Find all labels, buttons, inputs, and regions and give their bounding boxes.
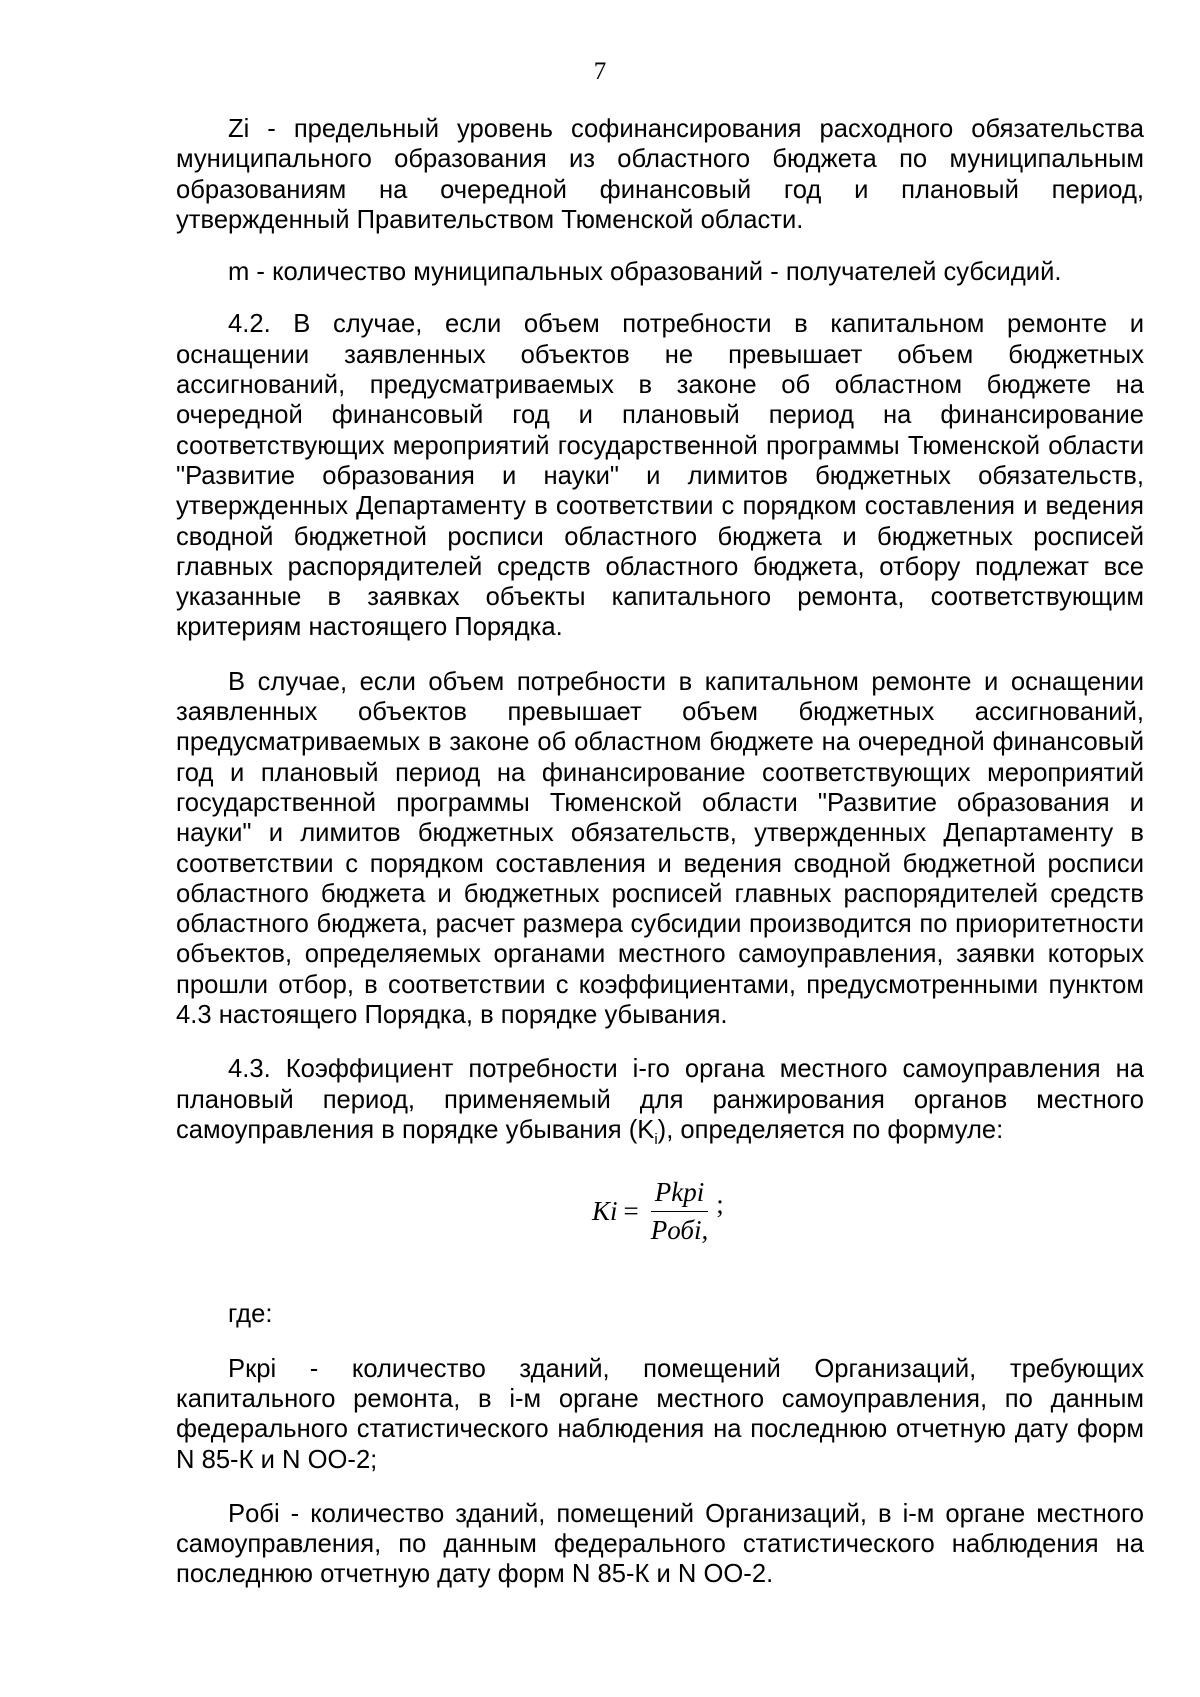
paragraph-where: где: <box>228 1300 273 1329</box>
paragraph-4-2: 4.2. В случае, если объем потребности в капитальном ремонте и оснащении заявленных объектов не превышает объем бюджетных ассигнований, предусматриваемых в законе об областном бюджете на очередной финансовый год и плановый период на финансирование соответствующих мероприятий государственной программы Тюменской области "Развитие образования и науки" и лимитов бюджетных обязательств, утвержденных Департаменту в соответствии с порядком составления и ведения сводной бюджетной росписи областного бюджета и бюджетных росписей главных распорядителей средств областного бюджета, отбору подлежат все указанные в заявках объекты капитального ремонта, соответствующим критериям настоящего Порядка. <box>176 310 1144 642</box>
document-body <box>176 114 1144 1590</box>
formula-numerator: Pkpi <box>651 1177 708 1211</box>
page-number: 7 <box>593 58 607 85</box>
paragraph-m-definition: m - количество муниципальных образований - получателей субсидий. <box>228 258 1062 287</box>
formula-lhs: Ki <box>592 1195 618 1226</box>
paragraph-4-3-text-end: ), определяется по формуле: <box>657 1115 1004 1144</box>
formula-denominator: Pобi, <box>650 1214 709 1245</box>
formula-fraction <box>647 1177 712 1245</box>
paragraph-zi-definition: Zi - предельный уровень софинансирования расходного обязательства муниципального образования из областного бюджета по муниципальным образованиям на очередной финансовый год и плановый период, утвержденный Правительством Тюменской области. <box>176 115 1144 234</box>
paragraph-4-3-subscript: i <box>654 1131 658 1149</box>
paragraph-pobi-definition: Pобi - количество зданий, помещений Организаций, в i-м органе местного самоуправления, по данным федерального статистического наблюдения на последнюю отчетную дату форм N 85-К и N OO-2. <box>176 1499 1144 1589</box>
paragraph-pkpi-definition: Pкpi - количество зданий, помещений Организаций, требующих капитального ремонта, в i-м органе местного самоуправления, по данным федерального статистического наблюдения на последнюю отчетную дату форм N 85-К и N OO-2; <box>176 1354 1144 1474</box>
paragraph-4-3-text: 4.3. Коэффициент потребности i-го органа местного самоуправления на плановый период, применяемый для ранжирования органов местного самоуправления в порядке убывания (K <box>176 1055 1144 1144</box>
paragraph-exceeds-case: В случае, если объем потребности в капитальном ремонте и оснащении заявленных объектов превышает объем бюджетных ассигнований, предусматриваемых в законе об областном бюджете на очередной финансовый год и плановый период на финансирование соответствующих мероприятий государственной программы Тюменской области "Развитие образования и науки" и лимитов бюджетных обязательств, утвержденных Департаменту в соответствии с порядком составления и ведения сводной бюджетной росписи областного бюджета и бюджетных росписей главных распорядителей средств областного бюджета, расчет размера субсидии производится по приоритетности объектов, определяемых органами местного самоуправления, заявки которых прошли отбор, в соответствии с коэффициентами, предусмотренными пунктом 4.3 настоящего Порядка, в порядке убывания. <box>176 667 1144 1030</box>
formula-semicolon: ; <box>716 1188 724 1219</box>
formula-expression <box>592 1177 724 1245</box>
coefficient-formula <box>176 1175 1144 1285</box>
formula-equals: = <box>623 1195 639 1226</box>
paragraph-4-3 <box>176 1054 1144 1155</box>
